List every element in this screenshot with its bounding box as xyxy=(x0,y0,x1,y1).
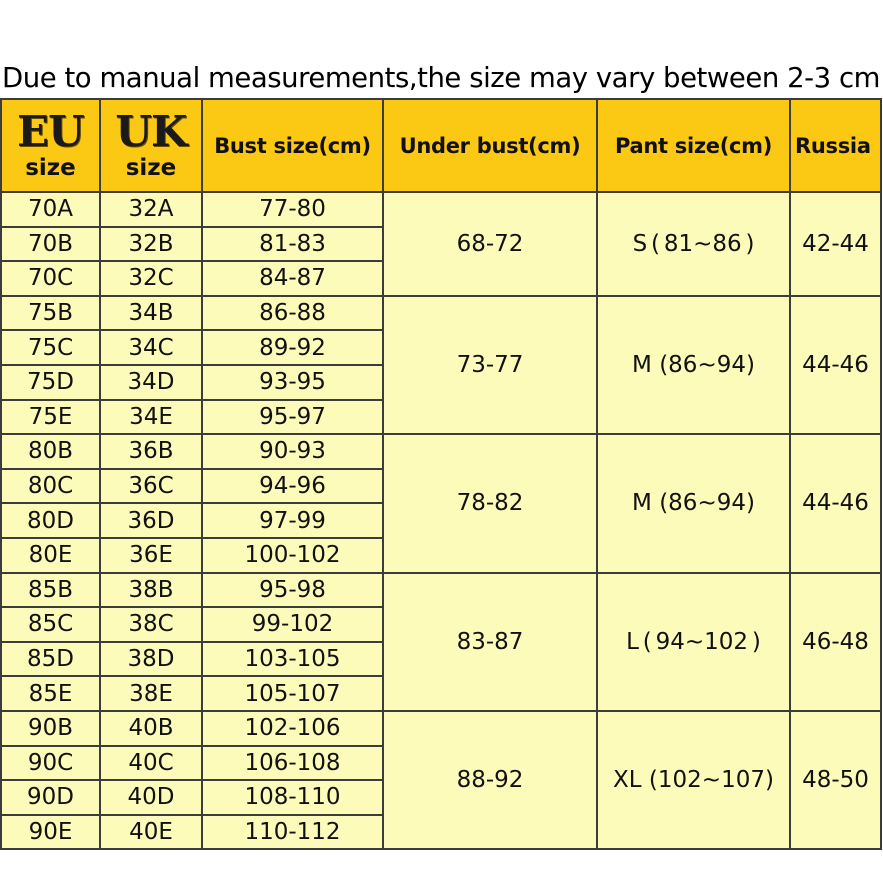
eu-size-cell: 75D xyxy=(1,365,100,400)
bust-size-cell: 97-99 xyxy=(202,503,383,538)
uk-size-cell: 38C xyxy=(100,607,202,642)
bust-size-cell: 105-107 xyxy=(202,676,383,711)
bust-size-cell: 81-83 xyxy=(202,227,383,262)
header-uk-size xyxy=(100,99,202,192)
bust-size-cell: 102-106 xyxy=(202,711,383,746)
uk-size-cell: 36D xyxy=(100,503,202,538)
header-pant-size xyxy=(597,99,790,192)
pant-size-cell: XL (102~107) xyxy=(597,711,790,849)
uk-size-cell: 32A xyxy=(100,192,202,227)
header-eu-size xyxy=(1,99,100,192)
under-bust-cell: 83-87 xyxy=(383,573,597,711)
header-under-bust-label: Under bust(cm) xyxy=(399,133,581,158)
table-row xyxy=(1,296,881,331)
russia-size-cell: 46-48 xyxy=(790,573,881,711)
header-under-bust xyxy=(383,99,597,192)
uk-size-cell: 40C xyxy=(100,746,202,781)
table-row xyxy=(1,192,881,227)
header-eu-sub: size xyxy=(25,154,76,181)
header-russia xyxy=(790,99,881,192)
eu-size-cell: 80D xyxy=(1,503,100,538)
under-bust-cell: 73-77 xyxy=(383,296,597,434)
eu-size-cell: 90B xyxy=(1,711,100,746)
eu-size-cell: 70C xyxy=(1,261,100,296)
bust-size-cell: 89-92 xyxy=(202,330,383,365)
header-pant-label: Pant size(cm) xyxy=(614,133,773,158)
bust-size-cell: 106-108 xyxy=(202,746,383,781)
header-row xyxy=(1,99,881,192)
bust-size-cell: 108-110 xyxy=(202,780,383,815)
russia-size-cell: 48-50 xyxy=(790,711,881,849)
uk-size-cell: 40E xyxy=(100,815,202,850)
eu-size-cell: 75E xyxy=(1,400,100,435)
size-chart-table xyxy=(0,98,882,850)
eu-size-cell: 75C xyxy=(1,330,100,365)
under-bust-cell: 78-82 xyxy=(383,434,597,572)
uk-size-cell: 34D xyxy=(100,365,202,400)
bust-size-cell: 103-105 xyxy=(202,642,383,677)
bust-size-cell: 77-80 xyxy=(202,192,383,227)
bust-size-cell: 100-102 xyxy=(202,538,383,573)
uk-size-cell: 36B xyxy=(100,434,202,469)
bust-size-cell: 94-96 xyxy=(202,469,383,504)
bust-size-cell: 86-88 xyxy=(202,296,383,331)
eu-size-cell: 85B xyxy=(1,573,100,608)
bust-size-cell: 99-102 xyxy=(202,607,383,642)
pant-size-cell: S ( 81~86 ) xyxy=(597,192,790,296)
table-row xyxy=(1,573,881,608)
eu-size-cell: 85E xyxy=(1,676,100,711)
eu-size-cell: 85C xyxy=(1,607,100,642)
header-eu-label: EU xyxy=(17,106,84,156)
eu-size-cell: 90C xyxy=(1,746,100,781)
uk-size-cell: 32C xyxy=(100,261,202,296)
pant-size-cell: M (86~94) xyxy=(597,296,790,434)
table-row xyxy=(1,434,881,469)
eu-size-cell: 75B xyxy=(1,296,100,331)
eu-size-cell: 70B xyxy=(1,227,100,262)
uk-size-cell: 38B xyxy=(100,573,202,608)
eu-size-cell: 80E xyxy=(1,538,100,573)
russia-size-cell: 42-44 xyxy=(790,192,881,296)
header-uk-sub: size xyxy=(125,154,177,181)
uk-size-cell: 34E xyxy=(100,400,202,435)
uk-size-cell: 32B xyxy=(100,227,202,262)
header-bust-size xyxy=(202,99,383,192)
pant-size-cell: L ( 94~102 ) xyxy=(597,573,790,711)
russia-size-cell: 44-46 xyxy=(790,296,881,434)
russia-size-cell: 44-46 xyxy=(790,434,881,572)
bust-size-cell: 95-98 xyxy=(202,573,383,608)
uk-size-cell: 40B xyxy=(100,711,202,746)
under-bust-cell: 88-92 xyxy=(383,711,597,849)
uk-size-cell: 34B xyxy=(100,296,202,331)
under-bust-cell: 68-72 xyxy=(383,192,597,296)
eu-size-cell: 70A xyxy=(1,192,100,227)
uk-size-cell: 38E xyxy=(100,676,202,711)
uk-size-cell: 40D xyxy=(100,780,202,815)
bust-size-cell: 84-87 xyxy=(202,261,383,296)
bust-size-cell: 95-97 xyxy=(202,400,383,435)
eu-size-cell: 90E xyxy=(1,815,100,850)
header-russia-label: Russia xyxy=(795,133,871,158)
uk-size-cell: 38D xyxy=(100,642,202,677)
eu-size-cell: 90D xyxy=(1,780,100,815)
uk-size-cell: 34C xyxy=(100,330,202,365)
bust-size-cell: 90-93 xyxy=(202,434,383,469)
table-body xyxy=(1,192,881,849)
measurement-note: Due to manual measurements,the size may vary between 2-3 cm xyxy=(2,62,880,94)
header-uk-label: UK xyxy=(115,106,187,156)
eu-size-cell: 80C xyxy=(1,469,100,504)
bust-size-cell: 93-95 xyxy=(202,365,383,400)
pant-size-cell: M (86~94) xyxy=(597,434,790,572)
eu-size-cell: 80B xyxy=(1,434,100,469)
bust-size-cell: 110-112 xyxy=(202,815,383,850)
eu-size-cell: 85D xyxy=(1,642,100,677)
uk-size-cell: 36E xyxy=(100,538,202,573)
header-bust-label: Bust size(cm) xyxy=(214,133,371,158)
uk-size-cell: 36C xyxy=(100,469,202,504)
table-row xyxy=(1,711,881,746)
